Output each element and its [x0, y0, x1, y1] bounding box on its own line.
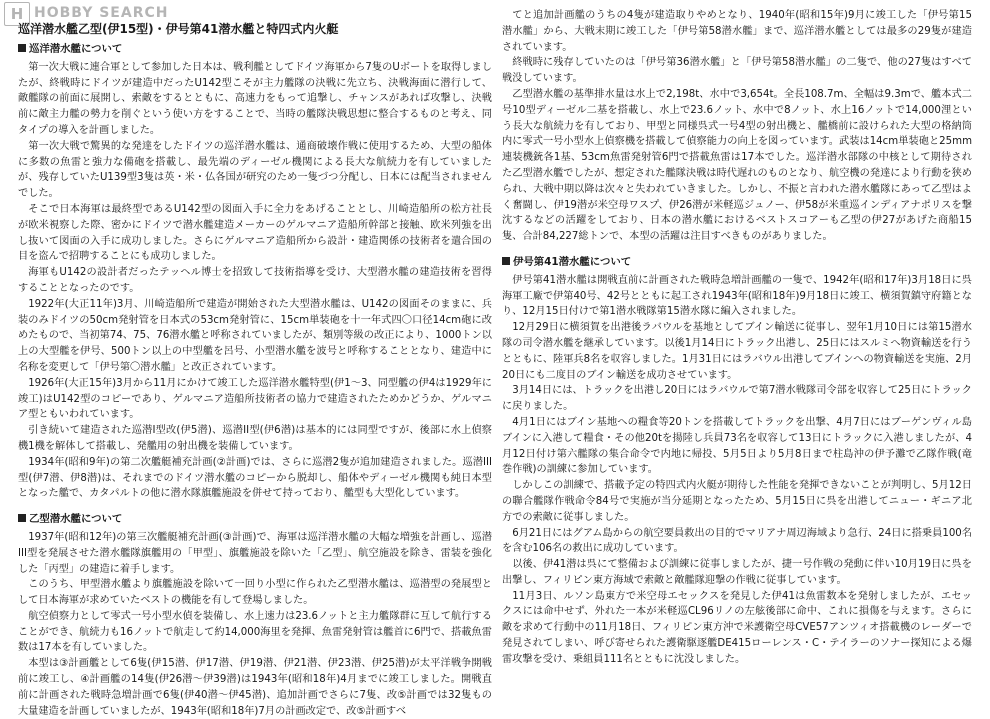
body-paragraph: 海軍もU142の設計者だったテッヘル博士を招致して技術指導を受け、大型潜水艦の建造技術を習得することとなったのです。 [18, 267, 492, 294]
body-paragraph: 6月21日にはグアム島からの航空要員救出の目的でマリアナ周辺海域より急行、24日に搭乗員100名を含む106名の救出に成功しています。 [502, 527, 972, 555]
section-heading [18, 42, 492, 58]
section-heading-text: 巡洋潜水艦について [29, 43, 123, 55]
body-paragraph: 乙型潜水艦の基準排水量は水上で2,198t、水中で3,654t。全長108.7m、全幅は9.3mで、艦本式二号10型ディーゼル二基を搭載し、水上で23.6ノット、水中で8ノット、水上16ノットで14,000浬という長大な航続力を有しており、甲型と同様呉式一号4型の射出機と、艦橋前に設けられた大型の格納筒内に零式一号小型水上偵察機を搭載して偵察能力の向上を図っています。武装は14cm単装砲と25mm連装機銃各1基、53cm魚雷発射管6門で搭載魚雷は17本でした。巡洋潜水部隊の中核として期待された乙型潜水艦でしたが、想定された艦隊決戦は時代遅れのものとなり、航空機の発達により行動を狭められ、大戦中期以降は次々と失われていきました。しかし、不振と言われた潜水艦隊にあって乙型はよく奮闘し、伊19潜が米空母ワスプ、伊26潜が米軽巡ジュノー、伊58が米重巡インディアナポリスを撃沈するなどの活躍をしており、日本の潜水艦におけるベストスコアーも乙型の伊27があげた商船15隻、合計84,227総トンで、本型の活躍は注目すべきものがありました。 [502, 88, 972, 243]
body-paragraph: 以後、伊41潜は呉にて整備および訓練に従事しましたが、捷一号作戦の発動に伴い10月19日に呉を出撃し、フィリピン東方海域で索敵と敵艦隊迎撃の作戦に従事しています。 [502, 559, 972, 586]
body-paragraph: 1926年(大正15年)3月から11月にかけて竣工した巡洋潜水艦特型(伊1～3、同型艦の伊4は1929年に竣工)はU142型のコピーであり、ゲルマニア造船所技術者の協力で建造されたためかどうか、ゲルマニア型ともいわれています。 [18, 377, 492, 421]
square-bullet-icon [18, 44, 26, 52]
body-paragraph: そこで日本海軍は最終型であるU142型の図面入手に全力をあげることとし、川崎造船所の松方社長が欧米視察した際、密かにドイツで潜水艦建造メーカーのゲルマニア造船所幹部と接触、欧米列強を出し抜いて図面の入手に成功しました。さらにゲルマニア造船所から設計・建造関係の技術者を遣合国の目を盗んで招聘することにも成功しました。 [18, 203, 492, 263]
body-paragraph: しかしこの訓練で、搭載予定の特四式内火艇が期待した性能を発揮できないことが判明し、5月12日の聯合艦隊作戦命令84号で実施が当分延期となったため、5月15日に呉を出港してニュー・ギニア北方での索敵に従事しました。 [502, 480, 972, 523]
left-column [18, 36, 492, 717]
section-heading [502, 255, 972, 271]
body-paragraph: このうち、甲型潜水艦より旗艦施設を除いて一回り小型に作られた乙型潜水艦は、巡潜型の発展型として日本海軍が求めていたベストの機能を有して登場しました。 [18, 579, 492, 607]
body-paragraph: 航空偵察力として零式一号小型水偵を装備し、水上速力は23.6ノットと主力艦隊群に互して航行することができ、航続力も16ノットで航走して約14,000海里を発揮、魚雷発射管は艦首に6門で、搭載魚雷数は17本を有していました。 [18, 610, 492, 654]
body-paragraph: 3月14日には、トラックを出港し20日にはラバウルで第7潜水戦隊司令部を収容して25日にトラックに戻りました。 [502, 385, 972, 413]
right-column [502, 8, 972, 670]
section-heading [18, 512, 492, 528]
body-paragraph: 1922年(大正11年)3月、川崎造船所で建造が開始された大型潜水艦は、U142の図面そのままに、兵装のみドイツの50cm発射管を日本式の53cm発射管に、15cm単装砲を十一年式四〇口径14cm砲に改めたもので、当初第74、75、76潜水艦と呼称されていましたが、類別等級の改正により、1000トン以上の大型艦を伊号、500トン以上の中型艦を呂号、小型潜水艦を波号と呼称することとなり、建造中に名称を変更して「伊号第〇潜水艦」と改正されています。 [18, 298, 492, 373]
section-heading-text: 乙型潜水艦について [29, 513, 123, 526]
body-paragraph: 第一次大戦に連合軍として参加した日本は、戦利艦としてドイツ海軍から7隻のUボートを取得しましたが、終戦時にドイツが建造中だったU142型こそが主力艦隊の決戦に先立ち、決戦海面に潜行して、敵艦隊の前面に展開し、索敵をするとともに、高速力をもって追撃し、チャンスがあれば攻撃し、決戦前に敵主力艦の勢力を削ぐという使い方をすることで、当時の艦隊決戦思想に整合するものと考え、同タイプの導入を計画しました。 [18, 61, 492, 136]
body-paragraph: 1937年(昭和12年)の第三次艦艇補充計画(③計画)で、海軍は巡洋潜水艦の大幅な増強を計画し、巡潜III型を発展させた潜水艦隊旗艦用の「甲型」、旗艦施設を除いた「乙型」、航空施設を除き、雷装を強化した「丙型」の建造に着手します。 [18, 531, 492, 575]
body-paragraph: 第一次大戦で驚異的な発達をしたドイツの巡洋潜水艦は、通商破壊作戦に使用するため、大型の船体に多数の魚雷と強力な備砲を搭載し、最先端のディーゼル機関による長大な航続力を有していましたが、残存していたU139型3隻は英・米・仏各国が研究のため一隻づつ分配し、日本には配当されませんでした。 [18, 140, 492, 200]
section-heading-text: 伊号第41潜水艦について [513, 255, 632, 268]
logo-text: HOBBY SEARCH [34, 5, 169, 21]
page-title: 巡洋潜水艦乙型(伊15型)・伊号第41潜水艦と特四式内火艇 [18, 22, 339, 36]
body-paragraph: 本型は③計画艦として6隻(伊15潜、伊17潜、伊19潜、伊21潜、伊23潜、伊25潜)が太平洋戦争開戦前に竣工し、④計画艦の14隻(伊26潜～伊39潜)は1943年(昭和18年)4月までに竣工しました。開戦直前に計画された戦時急増計画で6隻(伊40潜～伊45潜)、追加計画でさらに7隻、改⑤計画では32隻もの大量建造を計画していましたが、1943年(昭和18年)7月の計画改定で、改⑤計画すべ [18, 658, 492, 717]
body-paragraph: てと追加計画艦のうちの4隻が建造取りやめとなり、1940年(昭和15年)9月に竣工した「伊号第15潜水艦」から、大戦末期に竣工した「伊号第58潜水艦」まで、巡洋潜水艦としては最多の29隻が建造されています。 [502, 10, 972, 53]
body-paragraph: 4月1日にはブイン基地への糧食等20トンを搭載してトラックを出撃、4月7日にはブーゲンヴィル島ブインに入港して糧食・その他20tを揚陸し兵員73名を収容して13日にトラックに入港しましたが、4月12日付け第六艦隊の集合命令で内地に帰投、5月5日より5月8日まで柱島沖の伊予灘で乙隊作戦(竜巻作戦)の訓練に参加しています。 [502, 416, 972, 476]
body-paragraph: 1934年(昭和9年)の第二次艦艇補充計画(②計画)では、さらに巡潜2隻が追加建造されました。巡潜III型(伊7潜、伊8潜)は、それまでのドイツ潜水艦のコピーから脱却し、船体やディーゼル機関も純日本型となった艦で、カタパルトの他に潜水隊旗艦施設を併せて持っており、艦型も大型化しています。 [18, 456, 492, 500]
body-paragraph: 11月3日、ルソン島東方で米空母エセックスを発見した伊41は魚雷数本を発射しましたが、エセックスには命中せず、外れた一本が米軽巡CL96リノの左舷後部に命中、これに損傷を与えます。さらに敵を求めて行動中の11月18日、フィリピン東方沖で米護衛空母CVE57アンツィオ搭載機のレーダーで発見されてしまい、呼び寄せられた護衛駆逐艦DE415ローレンス・C・テイラーのソナー探知による爆雷攻撃を受け、乗組員111名とともに沈没しました。 [502, 590, 972, 665]
body-paragraph: 12月29日に横須賀を出港後ラバウルを基地としてブイン輸送に従事し、翌年1月10日には第15潜水隊の司令潜水艦を継承しています。以後1月14日にトラック出港し、25日にはスルミへ物資輸送を行うとともに、陸軍兵8名を収容しました。1月31日にはラバウル出港してブインへの物資輸送を実施、2月20日にも二度目のブイン輸送を成功させています。 [502, 322, 972, 381]
body-paragraph: 伊号第41潜水艦は開戦直前に計画された戦時急増計画艦の一隻で、1942年(昭和17年)3月18日に呉海軍工廠で伊第40号、42号とともに起工され1943年(昭和18年)9月18日に竣工、横須賀鎮守府籍となり、12月15日付けで第1潜水戦隊第15潜水隊に編入されました。 [502, 274, 972, 318]
body-paragraph: 終戦時に残存していたのは「伊号第36潜水艦」と「伊号第58潜水艦」の二隻で、他の27隻はすべて戦没しています。 [502, 57, 972, 85]
body-paragraph: 引き続いて建造された巡潜I型改(伊5潜)、巡潜II型(伊6潜)は基本的には同型ですが、後部に水上偵察機1機を解体して搭載し、発艦用の射出機を装備しています。 [18, 425, 492, 452]
square-bullet-icon [18, 514, 26, 522]
logo-mark: H [4, 2, 30, 26]
square-bullet-icon [502, 257, 510, 265]
